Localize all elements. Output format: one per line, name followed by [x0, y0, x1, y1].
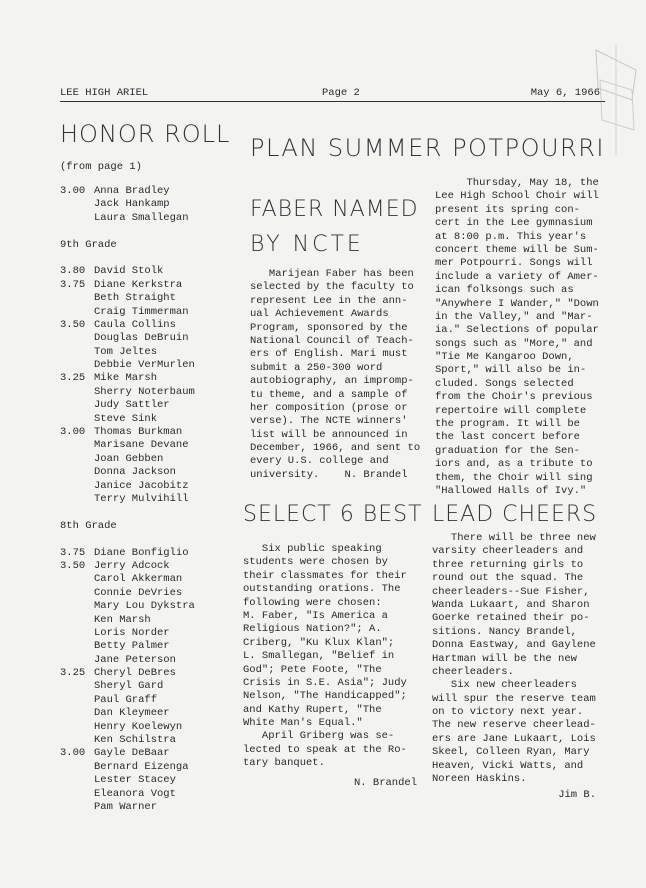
- text-line: Six new cheerleaders: [432, 679, 577, 692]
- honor-roll-name: Paul Graff: [94, 693, 158, 706]
- honor-roll-name: Pam Warner: [94, 800, 158, 813]
- honor-roll-name: Craig Timmerman: [94, 305, 189, 318]
- honor-roll-row: [60, 600, 240, 613]
- page-number: Page 2: [322, 87, 360, 99]
- honor-roll-continued: [60, 161, 240, 174]
- honor-roll-name: Joan Gebben: [94, 452, 164, 465]
- text-line: Crisis in S.E. Asia"; Judy: [243, 676, 407, 689]
- text-line: in the Valley," and "Mar-: [435, 310, 593, 323]
- text-line: three returning girls to: [432, 558, 584, 571]
- cheers-signature-block: [432, 789, 596, 802]
- text-line: "Hallowed Halls of Ivy.": [435, 484, 587, 497]
- text-line: graduation for the Sen-: [435, 444, 580, 457]
- text-line: songs such as "More," and: [435, 337, 593, 350]
- text-line: God"; Pete Foote, "The: [243, 663, 382, 676]
- honor-roll-row: [60, 332, 240, 345]
- honor-roll-name: Diane Bonfiglio: [94, 546, 189, 559]
- honor-roll-row: [60, 573, 240, 586]
- text-line: cheerleaders--Sue Fisher,: [432, 585, 590, 598]
- honor-roll-gpa: 3.75: [60, 278, 86, 291]
- honor-roll-row: [60, 587, 240, 600]
- text-line: following were chosen:: [243, 596, 382, 609]
- text-line: submit a 250-300 word: [250, 361, 383, 374]
- text-line: ual Achievement Awards: [250, 308, 389, 321]
- honor-roll-row: [60, 734, 240, 747]
- text-line: verse). The NCTE winners': [250, 415, 408, 428]
- text-line: will spur the reserve team: [432, 692, 596, 705]
- honor-roll-row: [60, 721, 240, 734]
- honor-roll-row: [60, 346, 240, 359]
- issue-date: May 6, 1966: [530, 87, 600, 99]
- honor-roll-name: Sheryl Gard: [94, 680, 164, 693]
- cheers-signature: Jim B.: [558, 789, 596, 801]
- text-line: repertoire will complete: [435, 404, 587, 417]
- honor-roll-name: Mary Lou Dykstra: [94, 600, 195, 613]
- honor-roll-row: [60, 306, 240, 319]
- text-line: on to victory next year.: [432, 706, 584, 719]
- honor-roll-name: Tom Jeltes: [94, 345, 158, 358]
- honor-roll-name: Anna Bradley: [94, 185, 170, 197]
- text-line: the program. It will be: [435, 418, 580, 431]
- paper-name: LEE HIGH ARIEL: [60, 87, 149, 99]
- text-line: present its spring con-: [435, 203, 580, 216]
- honor-roll-gpa: 3.00: [60, 426, 86, 439]
- honor-roll-row: [60, 640, 240, 653]
- text-line: Six public speaking: [243, 543, 382, 555]
- text-line: Thursday, May 18, the: [435, 177, 599, 189]
- honor-roll-row: [60, 667, 240, 680]
- honor-roll-row: [60, 225, 240, 238]
- text-line: include a variety of Amer-: [435, 270, 599, 283]
- text-line: M. Faber, "Is America a: [243, 609, 388, 622]
- text-line: round out the squad. The: [432, 572, 584, 585]
- text-line: and Kathy Rupert, "The: [243, 703, 382, 716]
- text-line: autobiography, an impromp-: [250, 375, 414, 388]
- honor-roll-row: [60, 747, 240, 760]
- text-line: concert theme will be Sum-: [435, 243, 599, 256]
- text-line: university. N. Brandel: [250, 468, 408, 481]
- honor-roll-row: [60, 774, 240, 787]
- honor-roll-name: Terry Mulvihill: [94, 492, 189, 505]
- text-line: Program, sponsored by the: [250, 321, 408, 334]
- honor-roll-name: Diane Kerkstra: [94, 278, 183, 291]
- honor-roll-name: Henry Koelewyn: [94, 720, 183, 733]
- honor-roll-name: Donna Jackson: [94, 466, 176, 479]
- faber-article-body: [250, 268, 428, 482]
- honor-roll-row: [60, 694, 240, 707]
- potpourri-article-body: [435, 177, 600, 498]
- faber-headline-line2: BY NCTE: [250, 232, 364, 257]
- honor-roll-name: Jack Hankamp: [94, 198, 170, 211]
- honor-roll-name: Jerry Adcock: [94, 559, 170, 572]
- honor-roll-gpa: 3.00: [60, 185, 86, 197]
- honor-roll-name: Gayle DeBaar: [94, 747, 170, 760]
- honor-roll-row: [60, 493, 240, 506]
- text-line: list will be announced in: [250, 428, 408, 441]
- honor-roll-row: [60, 547, 240, 560]
- text-line: April Griberg was se-: [243, 730, 395, 743]
- text-line: The new reserve cheerlead-: [432, 719, 596, 732]
- faber-headline-line1: FABER NAMED: [250, 197, 419, 222]
- text-line: "Tie Me Kangaroo Down,: [435, 351, 574, 364]
- text-line: the last concert before: [435, 431, 580, 444]
- text-line: at 8:00 p.m. This year's: [435, 230, 587, 243]
- text-line: Wanda Lukaart, and Sharon: [432, 598, 590, 611]
- honor-roll-row: [60, 533, 240, 546]
- text-line: ers are Jane Lukaart, Lois: [432, 732, 596, 745]
- text-line: her composition (prose or: [250, 401, 408, 414]
- honor-roll-row: [60, 439, 240, 452]
- cheers-article-body: [432, 532, 600, 786]
- honor-roll-row: [60, 480, 240, 493]
- text-line: represent Lee in the ann-: [250, 294, 408, 307]
- text-line: Noreen Haskins.: [432, 773, 527, 786]
- honor-roll-name: David Stolk: [94, 265, 164, 278]
- honor-roll-name: Betty Palmer: [94, 640, 170, 653]
- text-line: them, the Choir will sing: [435, 471, 593, 484]
- text-line: Sport," will also be in-: [435, 364, 587, 377]
- honor-roll-headline: HONOR ROLL: [60, 120, 231, 148]
- honor-roll-name: Thomas Burkman: [94, 426, 183, 439]
- text-line: White Man's Equal.": [243, 717, 363, 730]
- text-line: Nelson, "The Handicapped";: [243, 690, 407, 703]
- honor-roll-gpa: 3.75: [60, 546, 86, 559]
- honor-roll-name: Eleanora Vogt: [94, 787, 176, 800]
- text-line: tu theme, and a sample of: [250, 388, 408, 401]
- honor-roll-row: [60, 788, 240, 801]
- honor-roll-row: [60, 252, 240, 265]
- text-line: sitions. Nancy Brandel,: [432, 625, 577, 638]
- text-line: tary banquet.: [243, 757, 325, 770]
- honor-roll-row: [60, 265, 240, 278]
- text-line: ia." Selections of popular: [435, 324, 599, 337]
- text-line: ers of English. Mari must: [250, 348, 408, 361]
- text-line: lected to speak at the Ro-: [243, 743, 407, 756]
- honor-roll-row: [60, 386, 240, 399]
- honor-roll-name: Ken Schilstra: [94, 734, 176, 747]
- honor-roll-gpa: 3.50: [60, 559, 86, 572]
- text-line: Skeel, Colleen Ryan, Mary: [432, 746, 590, 759]
- honor-roll-row: [60, 413, 240, 426]
- honor-roll-name: Beth Straight: [94, 292, 176, 305]
- honor-roll-row: [60, 372, 240, 385]
- honor-roll-gpa: 3.25: [60, 667, 86, 680]
- text-line: L. Smallegan, "Belief in: [243, 650, 395, 663]
- text-line: students were chosen by: [243, 556, 388, 569]
- honor-roll-list: [60, 185, 240, 814]
- honor-roll-name: Jane Peterson: [94, 653, 176, 666]
- text-line: mer Potpourri. Songs will: [435, 257, 593, 270]
- honor-roll-row: [60, 506, 240, 519]
- honor-roll-gpa: 3.00: [60, 747, 86, 760]
- honor-roll-name: Marisane Devane: [94, 439, 189, 452]
- honor-roll-row: [60, 279, 240, 292]
- text-line: Hartman will be the new: [432, 652, 577, 665]
- honor-roll-name: Douglas DeBruin: [94, 332, 189, 345]
- potpourri-headline: PLAN SUMMER POTPOURRI: [250, 134, 605, 162]
- honor-roll-name: Sherry Noterbaum: [94, 385, 195, 398]
- honor-roll-row: [60, 627, 240, 640]
- honor-roll-row: [60, 292, 240, 305]
- honor-roll-row: [60, 520, 240, 533]
- honor-roll-name: Janice Jacobitz: [94, 479, 189, 492]
- honor-roll-name: Steve Sink: [94, 412, 158, 425]
- text-line: "Anywhere I Wander," "Down: [435, 297, 599, 310]
- text-line: Donna Eastway, and Gaylene: [432, 639, 596, 652]
- text-line: ican folksongs such as: [435, 284, 574, 297]
- honor-roll-name: Debbie VerMurlen: [94, 359, 195, 372]
- honor-roll-name: Loris Norder: [94, 626, 170, 639]
- honor-roll-row: [60, 399, 240, 412]
- honor-roll-gpa: 3.80: [60, 265, 86, 278]
- honor-roll-row: [60, 761, 240, 774]
- honor-roll-name: Connie DeVries: [94, 586, 183, 599]
- text-line: cert in the Lee gymnasium: [435, 217, 593, 230]
- text-line: Lee High School Choir will: [435, 190, 599, 203]
- honor-roll-name: Laura Smallegan: [94, 211, 189, 224]
- honor-roll-row: [60, 614, 240, 627]
- text-line: their classmates for their: [243, 569, 407, 582]
- honor-roll-gpa: 8th Grade: [60, 519, 117, 532]
- honor-roll-row: [60, 426, 240, 439]
- honor-roll-row: [60, 801, 240, 814]
- honor-roll-row: [60, 453, 240, 466]
- text-line: every U.S. college and: [250, 455, 389, 468]
- honor-roll-row: [60, 212, 240, 225]
- honor-roll-name: Lester Stacey: [94, 774, 176, 787]
- honor-roll-gpa: 3.25: [60, 372, 86, 385]
- honor-roll-row: [60, 319, 240, 332]
- cheers-headline: LEAD CHEERS: [432, 502, 598, 527]
- text-line: December, 1966, and sent to: [250, 442, 421, 455]
- honor-roll-name: Caula Collins: [94, 318, 176, 331]
- honor-roll-row: [60, 466, 240, 479]
- honor-roll-gpa: 3.50: [60, 318, 86, 331]
- text-line: Goerke retained their po-: [432, 612, 590, 625]
- text-line: varsity cheerleaders and: [432, 545, 584, 558]
- honor-roll-row: [60, 185, 240, 198]
- text-line: iors and, as a tribute to: [435, 458, 593, 471]
- honor-roll-gpa: 9th Grade: [60, 238, 117, 251]
- masthead-rule: [60, 101, 605, 102]
- text-line: Criberg, "Ku Klux Klan";: [243, 636, 395, 649]
- select-headline: SELECT 6 BEST: [243, 502, 423, 527]
- text-line: Heaven, Vicki Watts, and: [432, 759, 584, 772]
- honor-roll-name: Judy Sattler: [94, 399, 170, 412]
- honor-roll-name: Dan Kleymeer: [94, 707, 170, 720]
- honor-roll-row: [60, 707, 240, 720]
- text-line: cheerleaders.: [432, 665, 514, 678]
- honor-roll-name: Carol Akkerman: [94, 573, 183, 586]
- masthead: [60, 87, 600, 105]
- honor-roll-row: [60, 680, 240, 693]
- honor-roll-continued-note: (from page 1): [60, 161, 142, 173]
- text-line: National Council of Teach-: [250, 334, 414, 347]
- text-line: There will be three new: [432, 532, 596, 544]
- text-line: selected by the faculty to: [250, 281, 414, 294]
- honor-roll-row: [60, 198, 240, 211]
- honor-roll-row: [60, 239, 240, 252]
- select-article-body: [243, 543, 423, 771]
- text-line: outstanding orations. The: [243, 583, 401, 596]
- honor-roll-name: Bernard Eizenga: [94, 760, 189, 773]
- honor-roll-row: [60, 359, 240, 372]
- select-signature-block: [243, 777, 417, 790]
- text-line: Religious Nation?"; A.: [243, 623, 382, 636]
- honor-roll-row: [60, 654, 240, 667]
- text-line: from the Choir's previous: [435, 391, 593, 404]
- honor-roll-name: Mike Marsh: [94, 372, 158, 385]
- honor-roll-name: Ken Marsh: [94, 613, 151, 626]
- text-line: Marijean Faber has been: [250, 268, 414, 280]
- text-line: cluded. Songs selected: [435, 377, 574, 390]
- honor-roll-row: [60, 560, 240, 573]
- honor-roll-name: Cheryl DeBres: [94, 667, 176, 680]
- select-signature: N. Brandel: [353, 777, 417, 789]
